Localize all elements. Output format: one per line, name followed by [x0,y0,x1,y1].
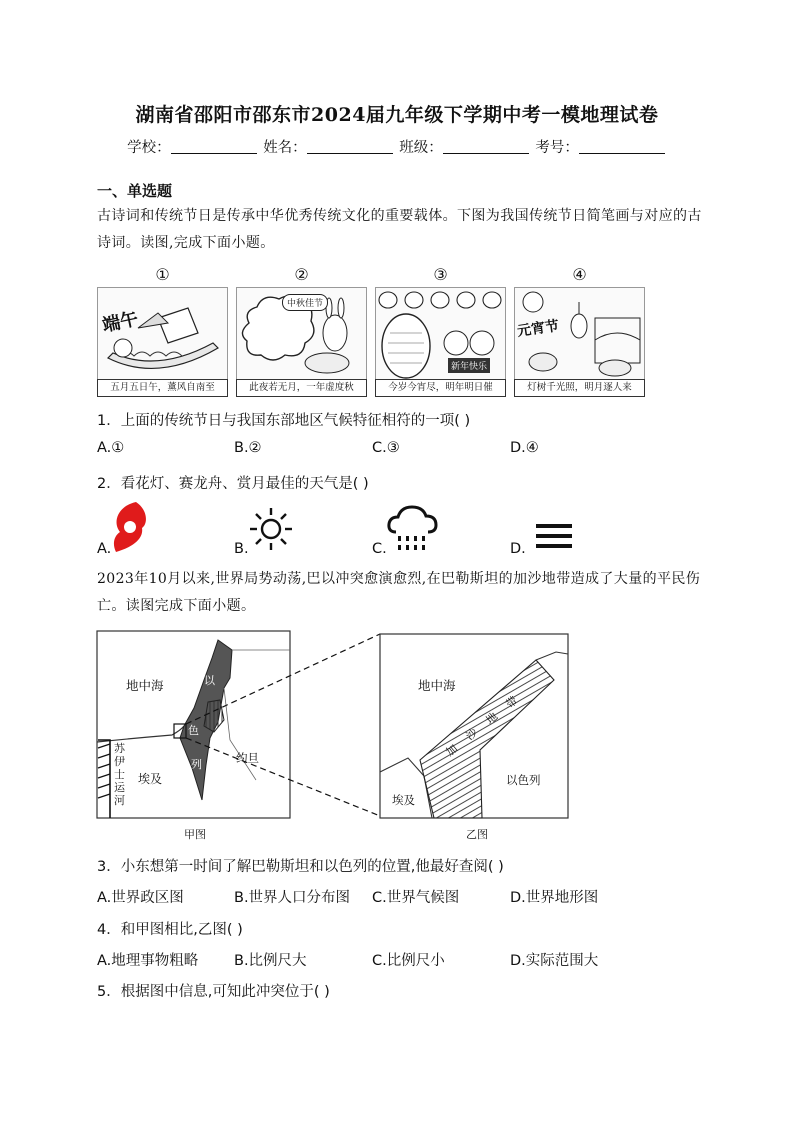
panel-number: ④ [572,265,587,284]
question-3-stem: 3．小东想第一时间了解巴勒斯坦和以色列的位置,他最好查阅( ) [97,859,504,875]
q4-option-d[interactable]: D.实际范围大 [510,953,599,969]
lantern-festival-drawing [514,287,645,381]
festival-panel-3 [375,265,506,397]
typhoon-icon [110,500,150,558]
map-b-israel-label: 以色列 [506,773,541,787]
q3-option-c[interactable]: C.世界气候图 [372,890,460,906]
map-b-sea-label: 地中海 [418,678,456,693]
map-a-jordan-label: 约旦 [236,751,259,765]
maps-figure [96,630,596,845]
map-b-gaza-char-4: 带 [503,693,521,711]
page-title: 湖南省邵阳市邵东市2024届九年级下学期中考一模地理试卷 [135,104,659,126]
question-5-stem: 5．根据图中信息,可知此冲突位于( ) [97,984,330,1000]
q2-option-c[interactable]: C. [372,541,387,557]
q1-option-a[interactable]: A.① [97,440,125,456]
festival-panel-2 [236,265,367,397]
map-b-caption: 乙图 [466,828,488,841]
sunny-icon [248,506,294,556]
q4-option-a[interactable]: A.地理事物粗略 [97,953,199,969]
q2-option-b[interactable]: B. [234,541,249,557]
passage-festivals: 古诗词和传统节日是传承中华优秀传统文化的重要载体。下图为我国传统节日简笔画与对应的古诗词。读图,完成下面小题。 [97,208,702,251]
panel-art-text: 中秋佳节 [282,294,328,311]
festival-panel-4 [514,265,645,397]
school-blank[interactable] [171,139,257,154]
fog-icon [536,522,572,554]
panel-number: ② [294,265,309,284]
map-b-egypt-label: 埃及 [392,793,415,807]
q2-option-d[interactable]: D. [510,541,526,557]
q2-option-a[interactable]: A. [97,541,112,557]
class-label: 班级： [399,140,443,156]
name-blank[interactable] [307,139,393,154]
q3-option-a[interactable]: A.世界政区图 [97,890,184,906]
section-heading: 一、单选题 [97,182,173,200]
q3-option-b[interactable]: B.世界人口分布图 [234,890,351,906]
dragon-boat-drawing [97,287,228,381]
q3-option-d[interactable]: D.世界地形图 [510,890,599,906]
rain-icon [386,504,438,558]
panel-art-text: 端午 [100,308,141,337]
panel-caption: 此夜若无月，一年虚度秋 [236,379,367,397]
map-b-gaza-char-3: 地 [483,709,501,727]
map-a-caption: 甲图 [184,828,206,841]
school-label: 学校： [127,140,171,156]
mid-autumn-drawing [236,287,367,381]
map-b-gaza-char-2: 沙 [463,725,481,743]
q4-option-c[interactable]: C.比例尺小 [372,953,445,969]
question-2-stem: 2．看花灯、赛龙舟、赏月最佳的天气是( ) [97,476,369,492]
passage-conflict: 2023年10月以来,世界局势动荡,巴以冲突愈演愈烈,在巴勒斯坦的加沙地带造成了大量的平民伤亡。读图完成下面小题。 [97,571,701,614]
panel-number: ① [155,265,170,284]
map-a-suez-label: 苏 伊 士 运 河 [114,742,125,807]
question-4-stem: 4．和甲图相比,乙图( ) [97,922,243,938]
map-a-egypt-label: 埃及 [138,772,163,786]
new-year-drawing [375,287,506,381]
panel-caption: 灯树千光照，明月逐人来 [514,379,645,397]
q1-option-d[interactable]: D.④ [510,440,539,456]
name-label: 姓名： [263,140,307,156]
map-a-israel-char-1: 以 [204,674,215,687]
panel-number: ③ [433,265,448,284]
q1-option-c[interactable]: C.③ [372,440,400,456]
exam-no-label: 考号： [535,140,579,156]
class-blank[interactable] [443,139,529,154]
panel-caption: 今岁今宵尽，明年明日催 [375,379,506,397]
map-a-sea-label: 地中海 [126,678,164,693]
map-a-israel-char-3: 列 [191,758,202,771]
q4-option-b[interactable]: B.比例尺大 [234,953,307,969]
festival-panel-1 [97,265,228,397]
question-1-stem: 1．上面的传统节日与我国东部地区气候特征相符的一项( ) [97,413,471,429]
student-info-line [0,136,794,157]
map-a-israel-char-2: 色 [188,724,199,737]
panel-art-text: 新年快乐 [448,358,490,373]
panel-art-text: 元宵节 [516,318,561,340]
map-b-gaza-char-1: 加 [443,741,461,759]
panel-caption: 五月五日午，薰风自南至 [97,379,228,397]
exam-no-blank[interactable] [579,139,665,154]
q1-option-b[interactable]: B.② [234,440,262,456]
